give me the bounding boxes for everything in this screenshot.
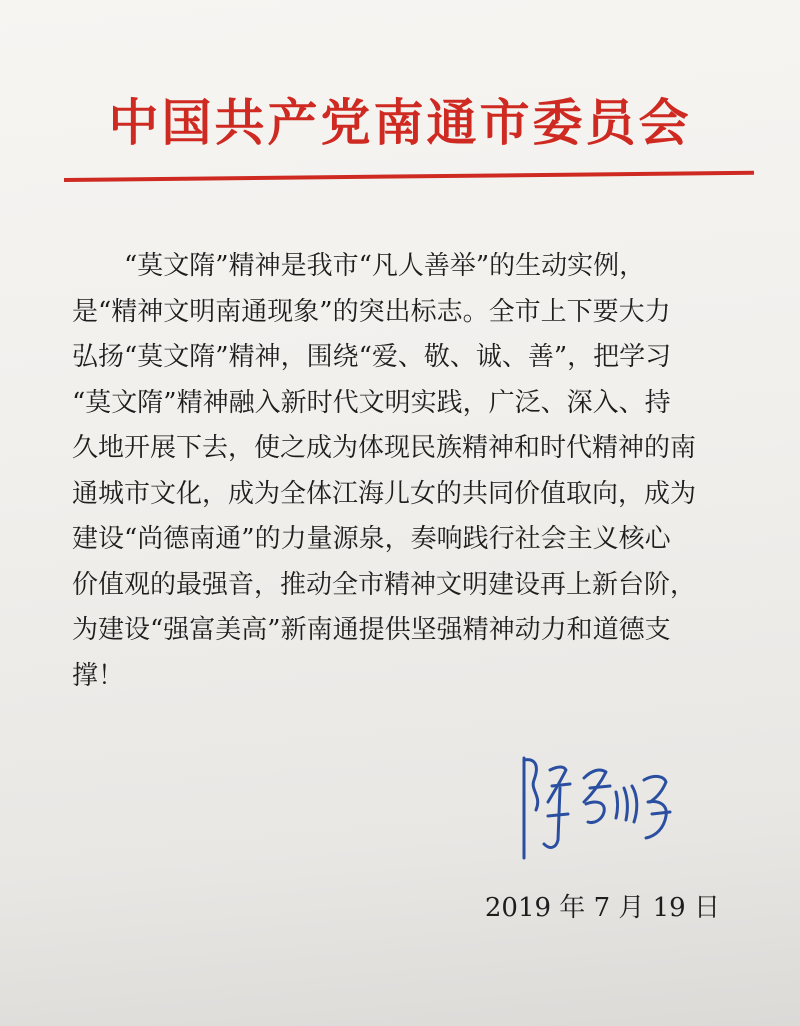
body-line: 建设“尚德南通”的力量源泉，奏响践行社会主义核心: [72, 524, 671, 554]
letter-date: 2019 年 7 月 19 日: [484, 893, 720, 923]
handwritten-signature: [510, 740, 680, 870]
letterhead-title: 中国共产党南通市委员会: [108, 93, 692, 152]
body-line: 是“精神文明南通现象”的突出标志。全市上下要大力: [72, 296, 671, 327]
body-line: “莫文隋”精神是我市“凡人善举”的生动实例，: [124, 251, 646, 281]
body-line: 撑！: [72, 660, 125, 691]
body-line: 久地开展下去，使之成为体现民族精神和时代精神的南: [72, 433, 697, 463]
body-line: 通城市文化，成为全体江海儿女的共同价值取向，成为: [72, 478, 697, 509]
body-line: 为建设“强富美高”新南通提供坚强精神动力和道德支: [72, 615, 671, 645]
body-line: 价值观的最强音，推动全市精神文明建设再上新台阶，: [72, 569, 697, 600]
header-rule: [64, 171, 754, 182]
body-line: “莫文隋”精神融入新时代文明实践，广泛、深入、持: [72, 387, 671, 418]
signature-drawing: [510, 740, 680, 870]
body-line: 弘扬“莫文隋”精神，围绕“爱、敬、诚、善”，把学习: [72, 342, 672, 372]
letter-body: [72, 244, 762, 699]
